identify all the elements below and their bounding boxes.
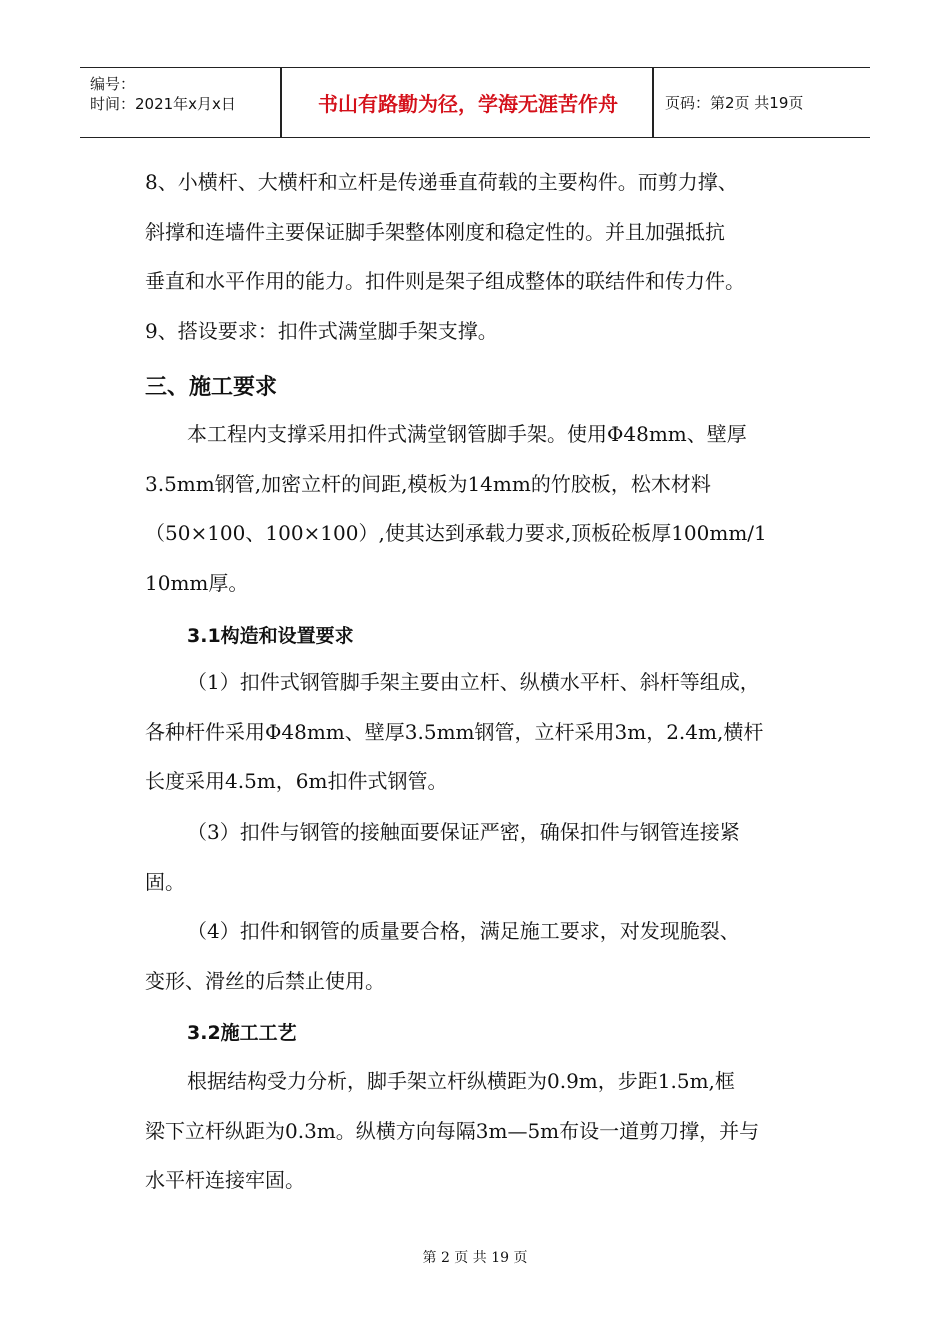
text-line: 8、小横杆、大横杆和立杆是传递垂直荷载的主要构件。而剪力撑、	[145, 170, 738, 194]
item-8	[145, 158, 825, 307]
text-line: 根据结构受力分析，脚手架立杆纵横距为0.9m，步距1.5m,框	[187, 1069, 735, 1093]
time-label: 时间：2021年x月x日	[90, 95, 236, 113]
text-line: 3.5mm钢管,加密立杆的间距,模板为14mm的竹胶板，松木材料	[145, 471, 711, 496]
text-line: 斜撑和连墙件主要保证脚手架整体刚度和稳定性的。并且加强抵抗	[145, 219, 725, 244]
text-line: （4）扣件和钢管的质量要合格，满足施工要求，对发现脆裂、	[187, 919, 740, 943]
section-3-title: 三、施工要求	[145, 375, 278, 400]
text-line: （3）扣件与钢管的接触面要保证严密，确保扣件与钢管连接紧	[187, 820, 740, 844]
header-motto: 书山有路勤为径，学海无涯苦作舟	[318, 92, 618, 116]
header-info	[90, 74, 280, 114]
text-line: 垂直和水平作用的能力。扣件则是架子组成整体的联结件和传力件。	[145, 269, 745, 293]
subsection-3-1-title: 3.1构造和设置要求	[187, 625, 354, 647]
item-9	[145, 307, 825, 357]
subsection-3-1-item-1	[145, 658, 825, 807]
text-line: 变形、滑丝的后禁止使用。	[145, 968, 385, 993]
page-footer: 第 2 页 共 19 页	[422, 1250, 528, 1266]
header-table	[80, 67, 870, 138]
subsection-3-2-paragraph	[145, 1057, 825, 1206]
text-line: （1）扣件式钢管脚手架主要由立杆、纵横水平杆、斜杆等组成，	[187, 670, 760, 694]
text-line: 水平杆连接牢固。	[145, 1168, 305, 1192]
text-line: 长度采用4.5m，6m扣件式钢管。	[145, 769, 448, 793]
text-line: 梁下立杆纵距为0.3m。纵横方向每隔3m—5m布设一道剪刀撑，并与	[145, 1118, 760, 1143]
text-line: 固。	[145, 869, 185, 894]
number-label: 编号：	[90, 75, 136, 93]
subsection-3-1-item-4	[145, 907, 825, 1006]
text-line: 各种杆件采用Φ48mm、壁厚3.5mm钢管，立杆采用3m，2.4m,横杆	[145, 719, 764, 744]
text-line: 本工程内支撑采用扣件式满堂钢管脚手架。使用Φ48mm、壁厚	[187, 422, 747, 446]
text-line: 9、搭设要求：扣件式满堂脚手架支撑。	[145, 319, 498, 343]
text-line: 10mm厚。	[145, 570, 249, 595]
section-3-paragraph	[145, 410, 825, 608]
header-page-code: 页码：第2页 共19页	[665, 94, 804, 112]
subsection-3-1-item-3	[145, 808, 825, 907]
subsection-3-2-title: 3.2施工工艺	[187, 1022, 297, 1044]
header-divider	[280, 68, 282, 137]
text-line: （50×100、100×100）,使其达到承载力要求,顶板砼板厚100mm/1	[145, 521, 767, 545]
